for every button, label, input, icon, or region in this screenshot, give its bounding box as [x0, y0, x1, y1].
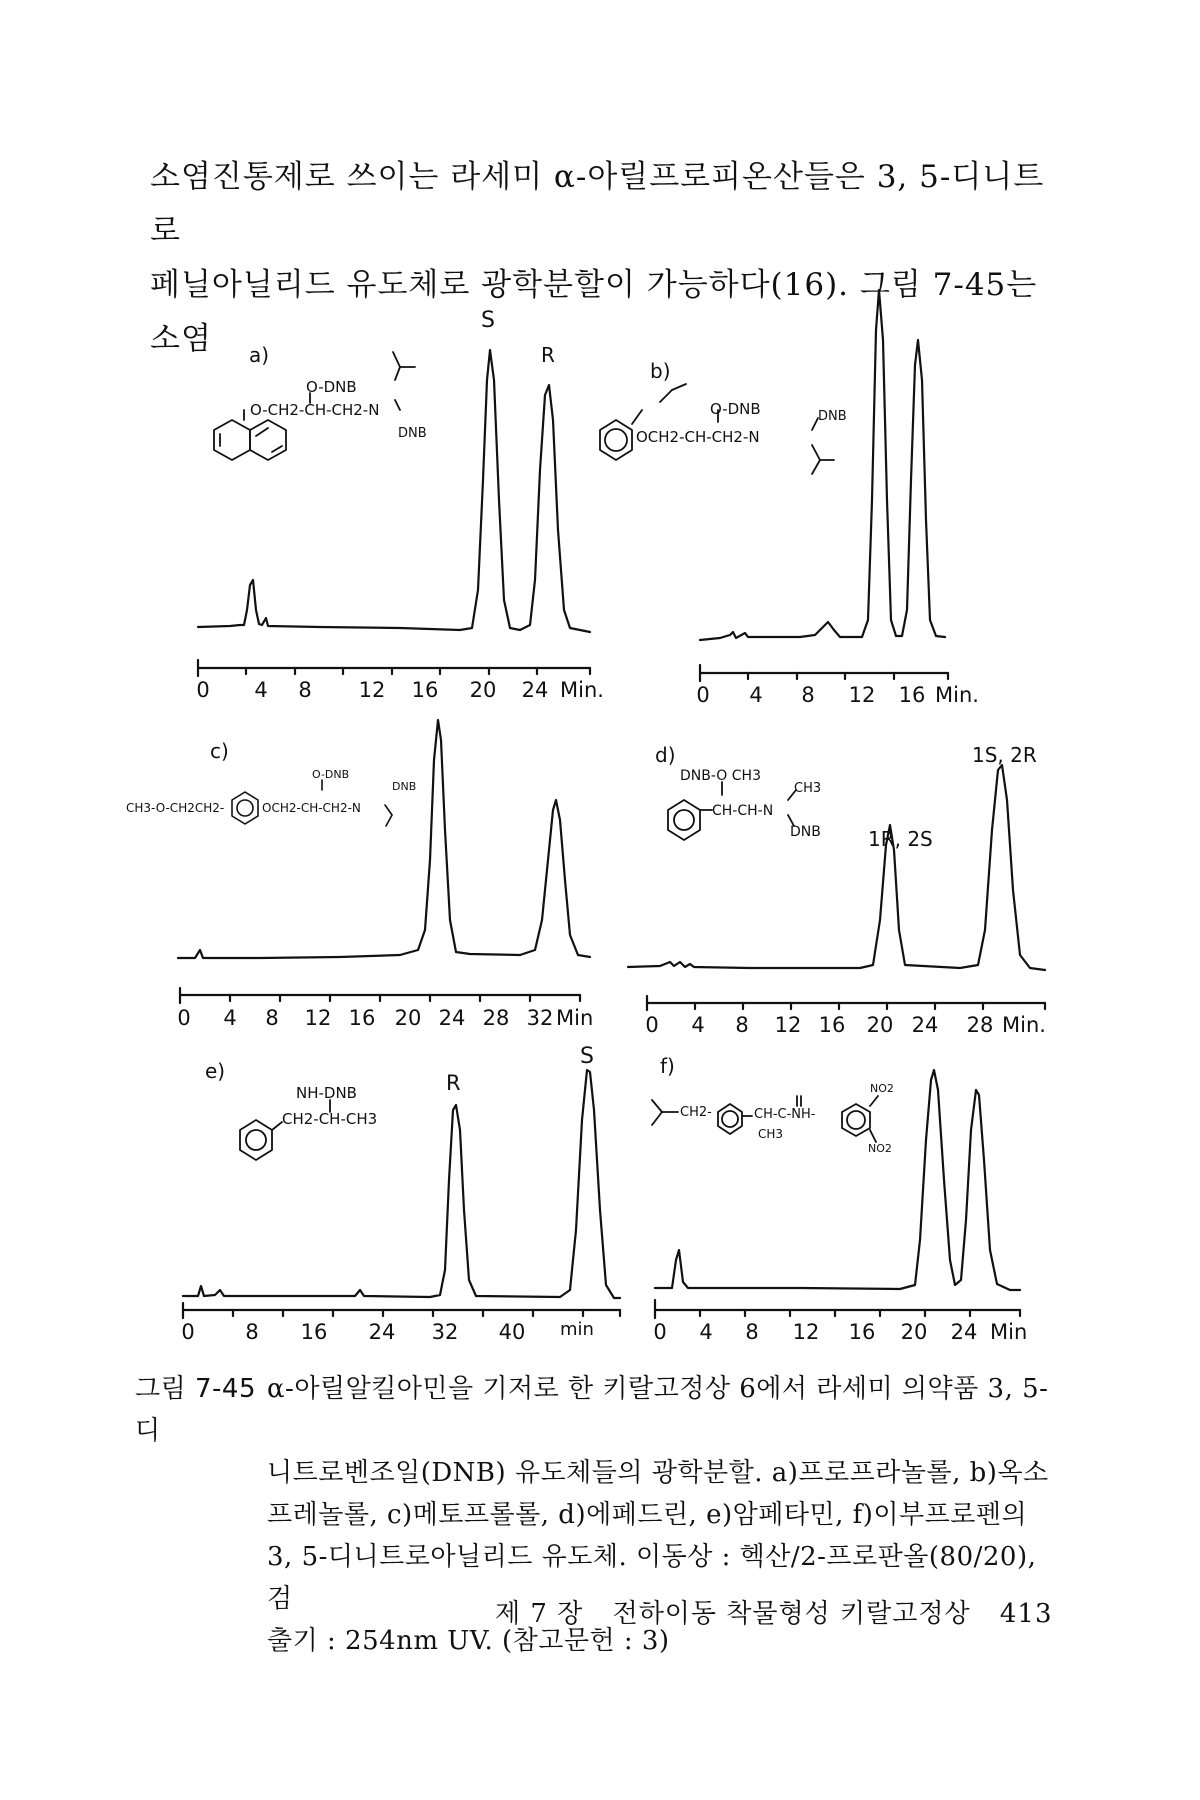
tick-label-e-0: 0 — [181, 1320, 195, 1344]
tick-label-a-6: 24 — [521, 678, 549, 702]
peak-label-d-1: 1R, 2S — [868, 827, 933, 851]
tick-label-a-5: 20 — [469, 678, 497, 702]
tick-label-d-3: 12 — [774, 1013, 802, 1037]
chromatogram-trace-d — [628, 765, 1045, 970]
tick-label-c-3: 12 — [304, 1006, 332, 1030]
axis-unit-a: Min. — [560, 678, 604, 702]
tick-label-b-1: 4 — [749, 683, 763, 707]
tick-label-e-3: 24 — [368, 1320, 396, 1344]
tick-label-c-8: 32 — [526, 1006, 554, 1030]
tick-label-d-6: 24 — [911, 1013, 939, 1037]
panel-c — [178, 720, 590, 1003]
caption-line-3: 프레놀롤, c)메토프롤롤, d)에페드린, e)암페타민, f)이부프로펜의 — [267, 1500, 1028, 1530]
intro-line-2: 페닐아닐리드 유도체로 광학분할이 가능하다(16). 그림 7-45는 소염 — [150, 267, 1038, 357]
structure-a-text-1: O-DNB — [306, 378, 357, 396]
panel-e — [183, 1070, 620, 1318]
tick-label-a-4: 16 — [411, 678, 439, 702]
panel-label-a: a) — [249, 343, 270, 367]
tick-label-f-1: 4 — [699, 1320, 713, 1344]
tick-label-c-1: 4 — [223, 1006, 237, 1030]
chromatogram-trace-b — [700, 290, 945, 640]
axis-unit-b: Min. — [935, 683, 979, 707]
structure-e-text-1: NH-DNB — [296, 1084, 357, 1102]
tick-label-c-4: 16 — [348, 1006, 376, 1030]
caption-line-2: 니트로벤조일(DNB) 유도체들의 광학분할. a)프로프라놀롤, b)옥소 — [267, 1458, 1049, 1488]
tick-label-c-0: 0 — [177, 1006, 191, 1030]
axis-unit-d: Min. — [1002, 1013, 1046, 1037]
tick-label-d-5: 20 — [866, 1013, 894, 1037]
structure-a-text-2: O-CH2-CH-CH2-N — [250, 401, 380, 419]
tick-label-b-3: 12 — [848, 683, 876, 707]
caption-label: 그림 7-45 — [135, 1374, 257, 1404]
axis-unit-f: Min — [990, 1320, 1028, 1344]
structure-f-text-3: CH-C-NH- — [754, 1107, 816, 1122]
tick-label-f-4: 16 — [848, 1320, 876, 1344]
peak-label-d-2: 1S, 2R — [972, 743, 1037, 767]
tick-label-e-1: 8 — [245, 1320, 259, 1344]
panel-a — [198, 350, 590, 676]
structure-b-text-2: OCH2-CH-CH2-N — [636, 428, 760, 446]
footer-title: 전하이동 착물형성 키랄고정상 — [612, 1599, 971, 1629]
tick-label-f-2: 8 — [745, 1320, 759, 1344]
panel-label-d: d) — [655, 743, 676, 767]
chromatogram-trace-c — [178, 720, 590, 958]
tick-label-a-3: 12 — [358, 678, 386, 702]
panel-b — [600, 290, 948, 681]
panel-label-c: c) — [210, 739, 229, 763]
tick-label-e-2: 16 — [300, 1320, 328, 1344]
structure-a-text-3: DNB — [398, 426, 427, 441]
tick-label-f-6: 24 — [950, 1320, 978, 1344]
panel-d — [628, 765, 1045, 1010]
tick-label-c-2: 8 — [265, 1006, 279, 1030]
axis-unit-c: Min — [556, 1006, 594, 1030]
structure-e-phenyl — [240, 1100, 330, 1160]
tick-label-e-5: 40 — [498, 1320, 526, 1344]
panel-label-b: b) — [650, 359, 671, 383]
structure-b-text-3: DNB — [818, 409, 847, 424]
tick-label-d-4: 16 — [818, 1013, 846, 1037]
intro-line-1: 소염진통제로 쓰이는 라세미 α-아릴프로피온산들은 3, 5-디니트로 — [150, 159, 1045, 249]
caption-line-4: 3, 5-디니트로아닐리드 유도체. 이동상 : 헥산/2-프로판올(80/20), 검 — [267, 1542, 1037, 1614]
tick-label-a-1: 4 — [254, 678, 268, 702]
footer-chapter: 제 7 장 — [495, 1599, 584, 1629]
caption-line-1: α-아릴알킬아민을 기저로 한 키랄고정상 6에서 라세미 의약품 3, 5-디 — [135, 1374, 1049, 1446]
tick-label-d-1: 4 — [691, 1013, 705, 1037]
structure-d-text-3: CH3 — [794, 781, 822, 796]
tick-label-b-4: 16 — [898, 683, 926, 707]
tick-label-f-0: 0 — [653, 1320, 667, 1344]
structure-e-text-2: CH2-CH-CH3 — [282, 1110, 378, 1128]
chromatogram-trace-e — [183, 1070, 620, 1298]
tick-label-d-0: 0 — [645, 1013, 659, 1037]
peak-label-e-2: S — [580, 1044, 594, 1069]
structure-f-text-5: NO2 — [868, 1142, 892, 1155]
tick-label-a-2: 8 — [298, 678, 312, 702]
peak-label-a-2: R — [541, 343, 555, 367]
structure-d-text-1: DNB-O CH3 — [680, 768, 761, 784]
chromatogram-trace-f — [655, 1070, 1020, 1290]
page-footer — [495, 1593, 1073, 1630]
tick-label-b-0: 0 — [696, 683, 710, 707]
tick-label-d-7: 28 — [966, 1013, 994, 1037]
peak-label-e-1: R — [446, 1071, 461, 1095]
panel-label-f: f) — [660, 1054, 675, 1078]
peak-label-a-1: S — [481, 308, 495, 333]
tick-label-f-5: 20 — [900, 1320, 928, 1344]
tick-label-f-3: 12 — [792, 1320, 820, 1344]
structure-d-text-4: DNB — [790, 824, 821, 840]
structure-f-text-2: CH2- — [680, 1105, 712, 1120]
chromatogram-trace-a — [198, 350, 590, 632]
tick-label-b-2: 8 — [801, 683, 815, 707]
structure-f-text-1: NO2 — [870, 1082, 894, 1095]
tick-label-c-7: 28 — [482, 1006, 510, 1030]
structure-c-text-2: CH3-O-CH2CH2- — [126, 801, 225, 815]
tick-label-e-4: 32 — [431, 1320, 459, 1344]
page-number: 413 — [999, 1599, 1053, 1629]
structure-d-text-2: CH-CH-N — [712, 803, 774, 819]
tick-label-c-5: 20 — [394, 1006, 422, 1030]
structure-f-text-4: CH3 — [758, 1127, 784, 1141]
structure-c-text-1: O-DNB — [312, 768, 350, 781]
axis-unit-e: min — [560, 1319, 594, 1340]
tick-label-a-0: 0 — [196, 678, 210, 702]
tick-label-c-6: 24 — [438, 1006, 466, 1030]
structure-c-text-3: OCH2-CH-CH2-N — [262, 801, 361, 815]
structure-c-text-4: DNB — [392, 780, 417, 793]
caption-line-5: 출기 : 254nm UV. (참고문헌 : 3) — [267, 1626, 670, 1656]
tick-label-d-2: 8 — [735, 1013, 749, 1037]
panel-label-e: e) — [205, 1059, 226, 1083]
structure-b-text-1: O-DNB — [710, 400, 761, 418]
